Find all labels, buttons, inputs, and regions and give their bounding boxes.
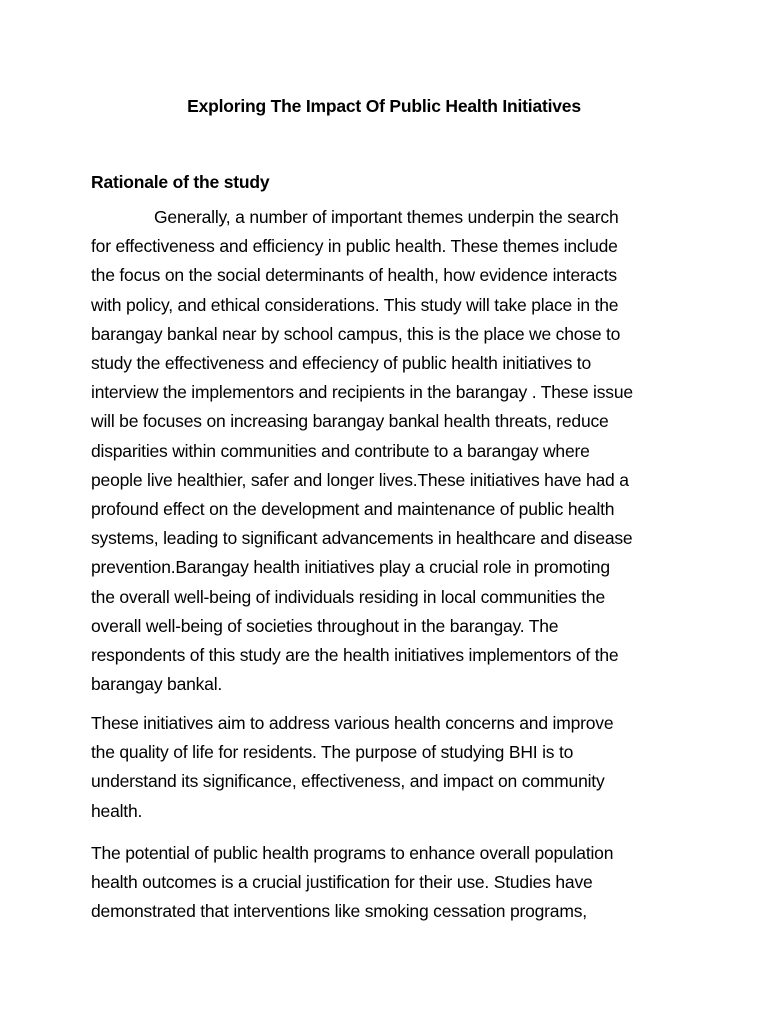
text-line: with policy, and ethical considerations. This study will take place in the	[91, 294, 619, 315]
text-line: profound effect on the development and maintenance of public health	[91, 499, 615, 520]
text-line: These initiatives aim to address various health concerns and improve	[91, 713, 614, 733]
text-line: respondents of this study are the health initiatives implementors of the	[91, 645, 619, 666]
text-line: barangay bankal near by school campus, this is the place we chose to	[91, 323, 621, 344]
text-line: people live healthier, safer and longer lives.These initiatives have had a	[91, 469, 629, 490]
text-line: overall well-being of societies throughout in the barangay. The	[91, 615, 559, 636]
text-line: systems, leading to significant advancements in healthcare and disease	[91, 528, 633, 549]
paragraph-justification	[91, 839, 691, 927]
text-line: health.	[91, 800, 143, 821]
text-line: prevention.Barangay health initiatives play a crucial role in promoting	[91, 557, 610, 578]
document-title: Exploring The Impact Of Public Health Initiatives	[187, 96, 581, 116]
section-heading: Rationale of the study	[91, 172, 270, 192]
text-line: disparities within communities and contribute to a barangay where	[91, 440, 590, 461]
text-line: health outcomes is a crucial justification for their use. Studies have	[91, 872, 593, 893]
text-line: the focus on the social determinants of health, how evidence interacts	[91, 265, 617, 286]
text-line: the overall well-being of individuals residing in local communities the	[91, 586, 605, 607]
text-line: understand its significance, effectiveness, and impact on community	[91, 771, 605, 792]
text-line: barangay bankal.	[91, 674, 223, 695]
paragraph-rationale	[91, 203, 691, 699]
text-line: will be focuses on increasing barangay bankal health threats, reduce	[91, 411, 609, 432]
text-line: Generally, a number of important themes underpin the search	[154, 207, 619, 227]
text-line: demonstrated that interventions like smoking cessation programs,	[91, 901, 587, 922]
text-line: for effectiveness and efficiency in public health. These themes include	[91, 236, 618, 257]
text-line: The potential of public health programs to enhance overall population	[91, 843, 614, 863]
text-line: the quality of life for residents. The purpose of studying BHI is to	[91, 742, 574, 763]
text-line: study the effectiveness and effeciency of public health initiatives to	[91, 353, 591, 374]
paragraph-purpose	[91, 709, 691, 826]
text-line: interview the implementors and recipients in the barangay . These issue	[91, 382, 633, 403]
